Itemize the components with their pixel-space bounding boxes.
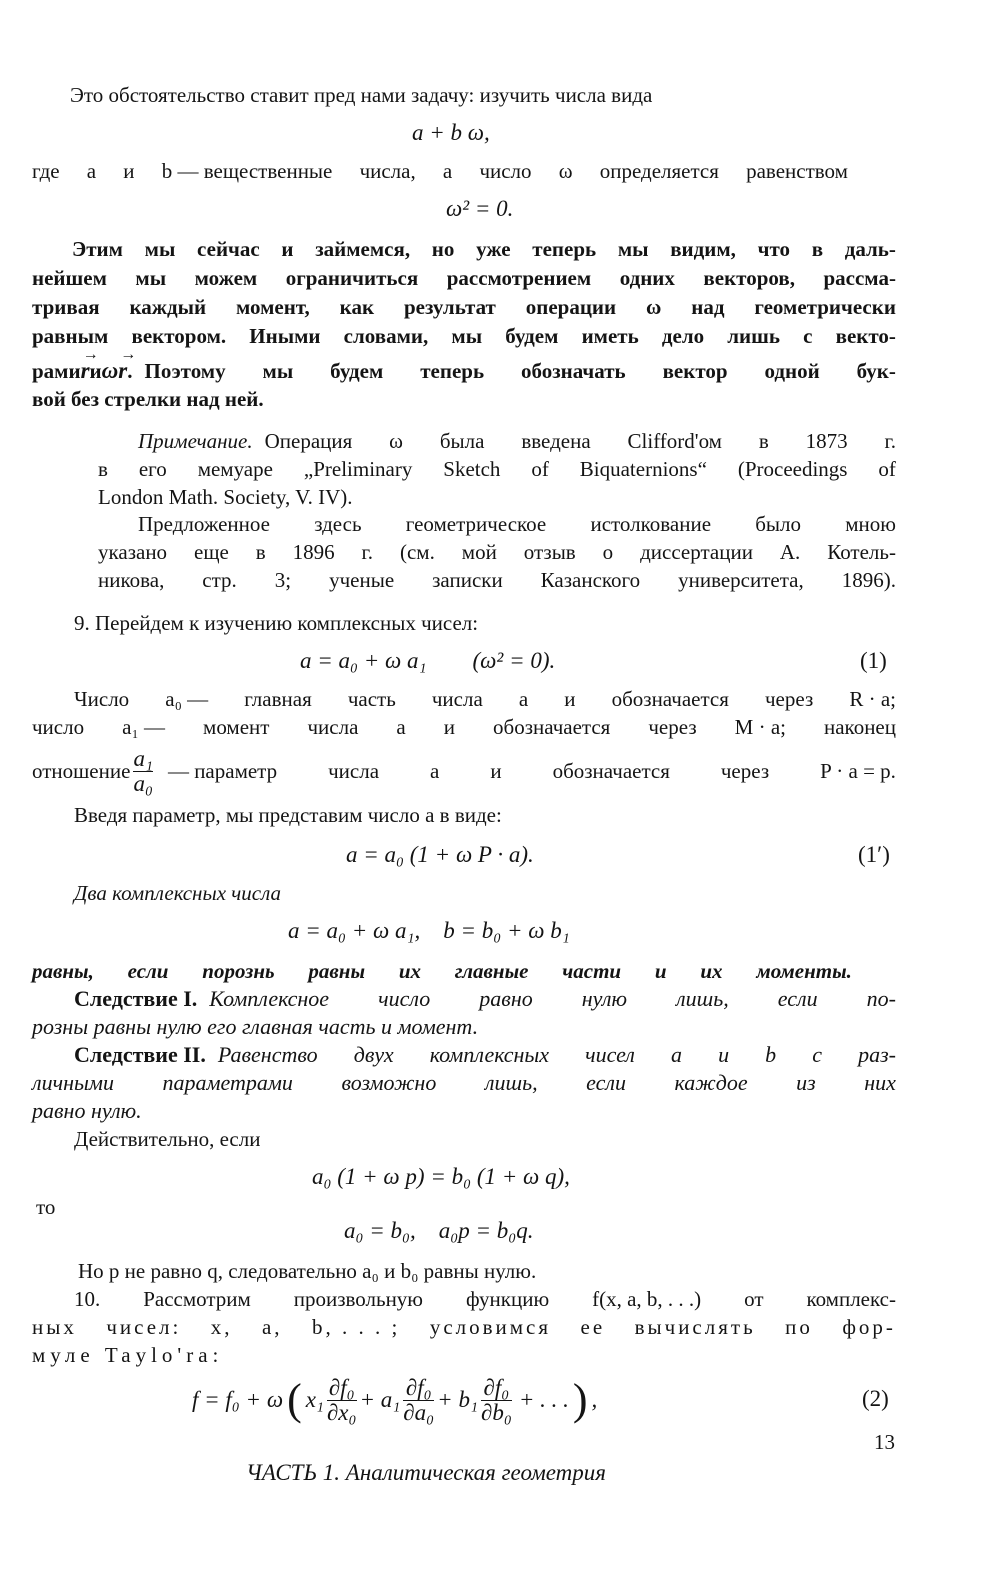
- word: вектор: [662, 359, 728, 383]
- word: лишь,: [484, 1070, 538, 1095]
- word: of: [878, 457, 896, 481]
- text-line: Это обстоятельство ставит пред нами задачу: изучить числа вида: [70, 83, 653, 107]
- word: через: [765, 687, 814, 711]
- fraction-df0-dx0: $\frac{\text{∂f₀}}{\text{∂x₀}}$: [326, 1374, 357, 1425]
- word: вычислять: [634, 1315, 756, 1339]
- word: Число: [74, 687, 130, 711]
- word: но: [431, 237, 455, 261]
- word: лишь: [727, 324, 780, 348]
- word: числа: [328, 759, 380, 783]
- word: двух: [353, 1042, 394, 1067]
- text-line: [32, 323, 896, 349]
- word: Казанского: [540, 568, 641, 592]
- corollary-1-label: Следствие I.: [74, 986, 198, 1011]
- note-line: London Math. Society, V. IV).: [98, 485, 353, 509]
- word: одной: [764, 359, 820, 383]
- word: и: [89, 359, 102, 383]
- word: числа,: [359, 159, 416, 183]
- word: отзыв: [523, 540, 576, 564]
- word: с: [812, 1042, 822, 1067]
- word: часть: [347, 687, 396, 711]
- word: Комплексное: [209, 986, 330, 1011]
- fraction-a1-a0: $\frac{\text{a₁}}{\text{a₀}}$: [133, 745, 153, 796]
- eq2-end: ,: [591, 1387, 598, 1412]
- eq2-a1: + a₁: [359, 1387, 401, 1412]
- word: возможно: [341, 1070, 437, 1095]
- text-line: вой без стрелки над ней.: [32, 387, 264, 411]
- word: числа: [431, 687, 483, 711]
- fraction-df0-da0: $\frac{\text{∂f₀}}{\text{∂a₀}}$: [403, 1374, 435, 1425]
- word: отношение: [32, 759, 131, 783]
- word: ных: [32, 1315, 77, 1339]
- word: каждое: [674, 1070, 748, 1095]
- fraction-df0-db0: $\frac{\text{∂f₀}}{\text{∂b₀}}$: [480, 1374, 512, 1425]
- equation-1-prime: a = a₀ (1 + ω P · a).: [346, 842, 534, 867]
- word: было: [755, 512, 802, 536]
- word: в: [98, 457, 108, 481]
- equation-a-plus-b-omega: a + b ω,: [412, 120, 490, 145]
- word: a: [670, 1042, 682, 1067]
- word: Рассмотрим: [143, 1287, 251, 1311]
- word: них: [864, 1070, 896, 1095]
- word: личными: [32, 1070, 114, 1095]
- word-group: [265, 428, 896, 454]
- text-line: Действительно, если: [74, 1127, 261, 1151]
- word: Clifford'ом: [627, 429, 722, 453]
- word: равны: [308, 959, 366, 983]
- word: и: [443, 715, 456, 739]
- word: обозначается: [552, 759, 670, 783]
- word: чисел:: [106, 1315, 182, 1339]
- word: тривая: [32, 295, 100, 319]
- word: а: [442, 159, 453, 183]
- word: ω: [646, 295, 662, 319]
- text-line: то: [36, 1195, 56, 1219]
- corollary-1-line: [74, 986, 896, 1012]
- corollary-2-line: [74, 1042, 896, 1068]
- word: от: [744, 1287, 764, 1311]
- word: в: [758, 429, 769, 453]
- text-line: Но p не равно q, следовательно a₀ и b₀ равны нулю.: [78, 1259, 537, 1283]
- word: университета,: [678, 568, 804, 592]
- word: теперь: [532, 237, 597, 261]
- text-line: [32, 265, 896, 291]
- word: a₁ —: [122, 715, 166, 739]
- word: геометрически: [754, 295, 896, 319]
- word: была: [439, 429, 485, 453]
- word: функцию: [465, 1287, 550, 1311]
- text-line: [32, 958, 852, 984]
- word: А.: [779, 540, 801, 564]
- text-line: Два комплексных числа: [74, 881, 282, 905]
- word: займемся,: [315, 237, 411, 261]
- word: раз-: [858, 1042, 896, 1067]
- word: с: [803, 324, 813, 348]
- word: равны,: [32, 959, 94, 983]
- word: мой: [461, 540, 497, 564]
- word: ограничиться: [285, 266, 419, 290]
- word: будем: [505, 324, 559, 348]
- text-line-vectors: [32, 358, 896, 384]
- word: 3;: [274, 568, 292, 592]
- text-line: [32, 714, 896, 740]
- word: a₀ —: [165, 687, 209, 711]
- word: как: [339, 295, 375, 319]
- word: будем: [330, 359, 384, 383]
- word: параметрами: [162, 1070, 293, 1095]
- text-line: розны равны нулю его главная часть и момент.: [32, 1014, 479, 1039]
- equation-1: a = a₀ + ω a₁ (ω² = 0).: [300, 648, 556, 673]
- word: диссертации: [640, 540, 753, 564]
- word: словами,: [343, 324, 429, 348]
- eq2-x1: x₁: [305, 1387, 324, 1412]
- word: сейчас: [197, 237, 260, 261]
- word: Операция: [264, 429, 353, 453]
- word: и: [718, 1042, 730, 1067]
- text-line: [72, 236, 896, 262]
- word: рассма-: [823, 266, 896, 290]
- word: 1873: [805, 429, 848, 453]
- word: нулю: [581, 986, 627, 1011]
- note-line: [98, 567, 896, 593]
- word: и: [123, 159, 135, 183]
- word-group: [168, 758, 896, 784]
- word: Biquaternions“: [579, 457, 707, 481]
- word: геометрическое: [405, 512, 547, 536]
- word: из: [796, 1070, 816, 1095]
- word: главная: [244, 687, 312, 711]
- vector-r: → r: [81, 358, 90, 384]
- word: условимся: [429, 1315, 552, 1339]
- word: a: [396, 715, 406, 739]
- eq2-b1: + b₁: [437, 1387, 478, 1412]
- word: стр.: [202, 568, 237, 592]
- word: x,: [210, 1315, 233, 1339]
- word: f(x, a, b, . . .): [592, 1287, 702, 1311]
- word: числа: [307, 715, 359, 739]
- word: 10.: [74, 1287, 101, 1311]
- vector-omega-r: ω→ r.: [102, 358, 133, 384]
- word: о: [602, 540, 614, 564]
- equation-two-numbers: a = a₀ + ω a₁, b = b₀ + ω b₁: [288, 918, 570, 943]
- eq2-lhs: f = f₀ + ω: [192, 1387, 284, 1412]
- word: обозначается: [493, 715, 611, 739]
- text-line: [32, 158, 848, 184]
- word: его: [138, 457, 167, 481]
- word: главные: [454, 959, 529, 983]
- word: Равенство: [217, 1042, 318, 1067]
- word: мною: [845, 512, 896, 536]
- word: дело: [661, 324, 705, 348]
- word: (Proceedings: [737, 457, 848, 481]
- word: через: [720, 759, 770, 783]
- eq2-tail: + . . .: [518, 1387, 569, 1412]
- word: бук-: [856, 359, 896, 383]
- word: их: [398, 959, 421, 983]
- word: г.: [361, 540, 374, 564]
- word: если: [777, 986, 818, 1011]
- word: мемуаре: [197, 457, 273, 481]
- word: a: [518, 687, 529, 711]
- equation-proof-1: a₀ (1 + ω p) = b₀ (1 + ω q),: [312, 1164, 570, 1189]
- word: в: [811, 237, 824, 261]
- word: если: [586, 1070, 626, 1095]
- equation-2: [192, 1372, 597, 1428]
- text-line: равно нулю.: [32, 1098, 142, 1123]
- note-line: [98, 456, 896, 482]
- word: истолкование: [590, 512, 712, 536]
- word: если: [127, 959, 169, 983]
- word: мы: [451, 324, 483, 348]
- word: можем: [194, 266, 258, 290]
- word: комплекс-: [806, 1287, 896, 1311]
- word: равенством: [746, 159, 848, 183]
- word-group: [209, 986, 896, 1012]
- word: указано: [98, 540, 168, 564]
- word: мы: [135, 266, 167, 290]
- text-line: [74, 686, 896, 712]
- word: нейшем: [32, 266, 107, 290]
- word: число: [479, 159, 532, 183]
- corollary-2-label: Следствие II.: [74, 1042, 206, 1067]
- word: мы: [144, 237, 176, 261]
- word: и: [490, 759, 502, 783]
- word: число: [378, 986, 431, 1011]
- word: Поэтому: [144, 359, 226, 383]
- word-group: [218, 1042, 896, 1068]
- page-number: 13: [874, 1430, 895, 1454]
- word: фор-: [842, 1315, 896, 1339]
- word: мы: [262, 359, 294, 383]
- word: b, . . . ;: [312, 1315, 401, 1339]
- word: ω: [558, 159, 573, 183]
- word: г.: [884, 429, 896, 453]
- text-line: [32, 1314, 896, 1340]
- text-line: [32, 294, 896, 320]
- word: мы: [617, 237, 649, 261]
- word: рассмотрением: [446, 266, 592, 290]
- word: Sketch: [443, 457, 501, 481]
- note-label: Примечание.: [138, 429, 253, 453]
- word: записки: [432, 568, 503, 592]
- equation-number-2: (2): [862, 1386, 889, 1411]
- word: Котель-: [827, 540, 896, 564]
- paren-close: ): [572, 1375, 588, 1424]
- word: над: [691, 295, 725, 319]
- word: чисел: [585, 1042, 635, 1067]
- word: ее: [580, 1315, 606, 1339]
- word: результат: [403, 295, 496, 319]
- word: даль-: [844, 237, 896, 261]
- word: Иными: [249, 324, 321, 348]
- word: 1896).: [841, 568, 896, 592]
- vector-r: → r: [118, 358, 127, 384]
- word: видим,: [670, 237, 736, 261]
- word-group: [145, 358, 897, 384]
- word: равно: [479, 986, 533, 1011]
- text-line-ratio: [32, 746, 896, 796]
- word: b — вещественные: [161, 159, 333, 183]
- word: „Preliminary: [303, 457, 413, 481]
- word: иметь: [581, 324, 639, 348]
- word: их: [700, 959, 723, 983]
- word: по-: [866, 986, 896, 1011]
- word: of: [531, 457, 549, 481]
- word: где: [32, 159, 60, 183]
- section-10-line: [74, 1286, 896, 1312]
- word: и: [564, 687, 576, 711]
- word: теперь: [420, 359, 485, 383]
- word: a: [86, 159, 97, 183]
- word: b: [765, 1042, 777, 1067]
- word: в: [255, 540, 266, 564]
- word: Предложенное: [138, 512, 270, 536]
- equation-number-1-prime: (1′): [858, 842, 890, 867]
- word: операции: [525, 295, 617, 319]
- word: вектором.: [131, 324, 227, 348]
- word: момент: [203, 715, 270, 739]
- word: ученые: [329, 568, 395, 592]
- word: комплексных: [429, 1042, 550, 1067]
- word: и: [654, 959, 667, 983]
- word: еще: [194, 540, 229, 564]
- note-line: [138, 511, 896, 537]
- word: равным: [32, 324, 109, 348]
- word: моменты.: [756, 959, 852, 983]
- word: Этим: [72, 237, 123, 261]
- running-footer: ЧАСТЬ 1. Аналитическая геометрия: [246, 1460, 606, 1485]
- word: векторов,: [703, 266, 795, 290]
- word: ω: [389, 429, 403, 453]
- equation-number-1: (1): [860, 648, 887, 673]
- word: обозначать: [520, 359, 626, 383]
- text-line: [32, 1070, 896, 1096]
- note-line: [138, 428, 896, 454]
- equation-proof-2: a₀ = b₀, a₀p = b₀q.: [344, 1218, 534, 1243]
- word: число: [32, 715, 85, 739]
- word: момент,: [235, 295, 310, 319]
- text-line: Введя параметр, мы представим число a в виде:: [74, 803, 502, 827]
- note-line: [98, 539, 896, 565]
- word: и: [281, 237, 294, 261]
- word: 1896: [292, 540, 335, 564]
- word: никова,: [98, 568, 165, 592]
- omega-symbol: ω: [101, 358, 119, 383]
- word: здесь: [314, 512, 362, 536]
- word: по: [785, 1315, 813, 1339]
- word: через: [648, 715, 697, 739]
- word: обозначается: [611, 687, 729, 711]
- equation-omega-squared: ω² = 0.: [446, 196, 514, 221]
- text-line: муле Taylo'ra:: [32, 1343, 224, 1367]
- word: a: [430, 759, 440, 783]
- paren-open: (: [287, 1375, 302, 1424]
- section-9-heading: 9. Перейдем к изучению комплексных чисел:: [74, 611, 479, 635]
- word: рами: [32, 359, 81, 383]
- word: a,: [261, 1315, 283, 1339]
- word: что: [757, 237, 790, 261]
- word: уже: [476, 237, 511, 261]
- word: векто-: [835, 324, 896, 348]
- word: — параметр: [167, 759, 278, 783]
- word: порознь: [202, 959, 275, 983]
- word: P · a = p.: [820, 759, 896, 783]
- word: произвольную: [293, 1287, 424, 1311]
- word: введена: [521, 429, 591, 453]
- word: каждый: [129, 295, 207, 319]
- word: определяется: [599, 159, 719, 183]
- word: части: [562, 959, 622, 983]
- word: M · a;: [734, 715, 786, 739]
- word: наконец: [824, 715, 896, 739]
- word: (см.: [399, 540, 435, 564]
- word: одних: [619, 266, 675, 290]
- word: лишь,: [676, 986, 729, 1011]
- word: R · a;: [849, 687, 896, 711]
